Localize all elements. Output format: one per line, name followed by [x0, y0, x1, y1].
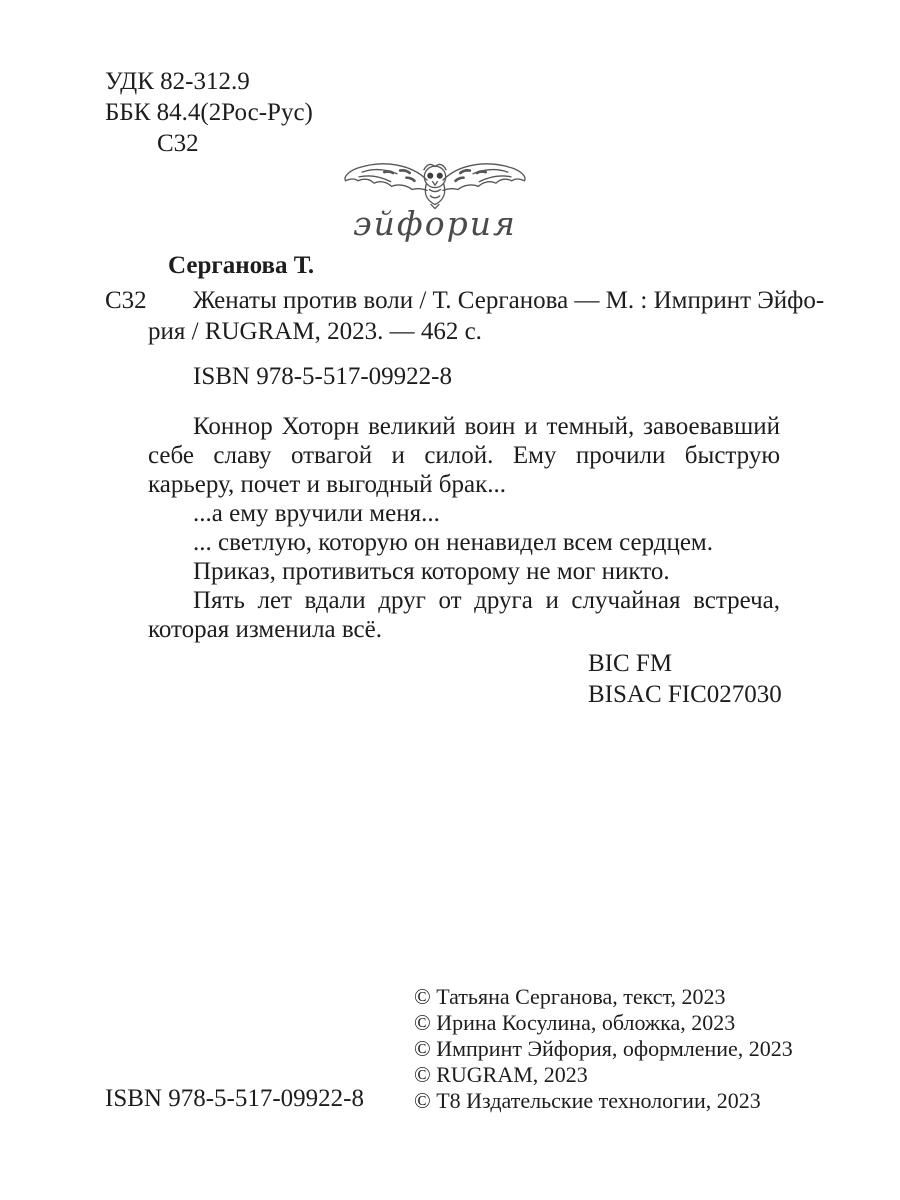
publisher-logo: [335, 158, 535, 243]
bisac-code: BISAC FIC027030: [588, 681, 782, 708]
catalog-entry-line: Женаты против воли / Т. Серганова — М. : Импринт Эйфо-: [193, 287, 825, 314]
publisher-wordmark: эйфория: [353, 204, 517, 243]
copyright-line: © Татьяна Серганова, текст, 2023: [414, 984, 726, 1009]
annotation-paragraph: Пять лет вдали друг от друга и случайная встреча, которая изменила всё.: [148, 587, 780, 643]
owl-icon: [340, 158, 530, 210]
copyright-line: © RUGRAM, 2023: [414, 1062, 588, 1087]
author-heading: Серганова Т.: [168, 252, 315, 279]
copyright-block: [414, 984, 793, 1114]
copyright-line: © Т8 Издательские технологии, 2023: [414, 1088, 761, 1113]
author-sign-code: С32: [157, 130, 199, 157]
annotation-paragraph: Приказ, противиться которому не мог никто.: [193, 558, 670, 585]
annotation-paragraph: ... светлую, которую он ненавидел всем сердцем.: [193, 529, 714, 556]
catalog-entry: [105, 285, 824, 347]
owl-right-wing: [443, 164, 525, 190]
copyright-line: © Ирина Косулина, обложка, 2023: [414, 1010, 736, 1035]
annotation-paragraph: ...а ему вручили меня...: [193, 500, 440, 527]
bic-code: BIC FM: [588, 650, 673, 677]
copyright-line: © Импринт Эйфория, оформление, 2023: [414, 1036, 793, 1061]
udk-code: УДК 82-312.9: [105, 68, 250, 95]
catalog-entry-line: рия / RUGRAM, 2023. — 462 с.: [148, 318, 482, 345]
catalog-entry-code: С32: [105, 287, 147, 314]
annotation-paragraph: Коннор Хоторн великий воин и темный, завоевавший себе славу отвагой и силой. Ему прочили быструю карьеру, почет и выгодный брак...: [148, 413, 780, 498]
isbn-bottom: ISBN 978-5-517-09922-8: [105, 1085, 365, 1112]
owl-head: [424, 164, 446, 187]
classification-block: [105, 66, 313, 159]
isbn-top: ISBN 978-5-517-09922-8: [193, 363, 453, 390]
annotation-block: [148, 412, 780, 644]
owl-left-wing: [345, 164, 427, 190]
subject-codes-block: [588, 648, 782, 710]
bbk-code: ББК 84.4(2Рос-Рус): [105, 99, 313, 126]
